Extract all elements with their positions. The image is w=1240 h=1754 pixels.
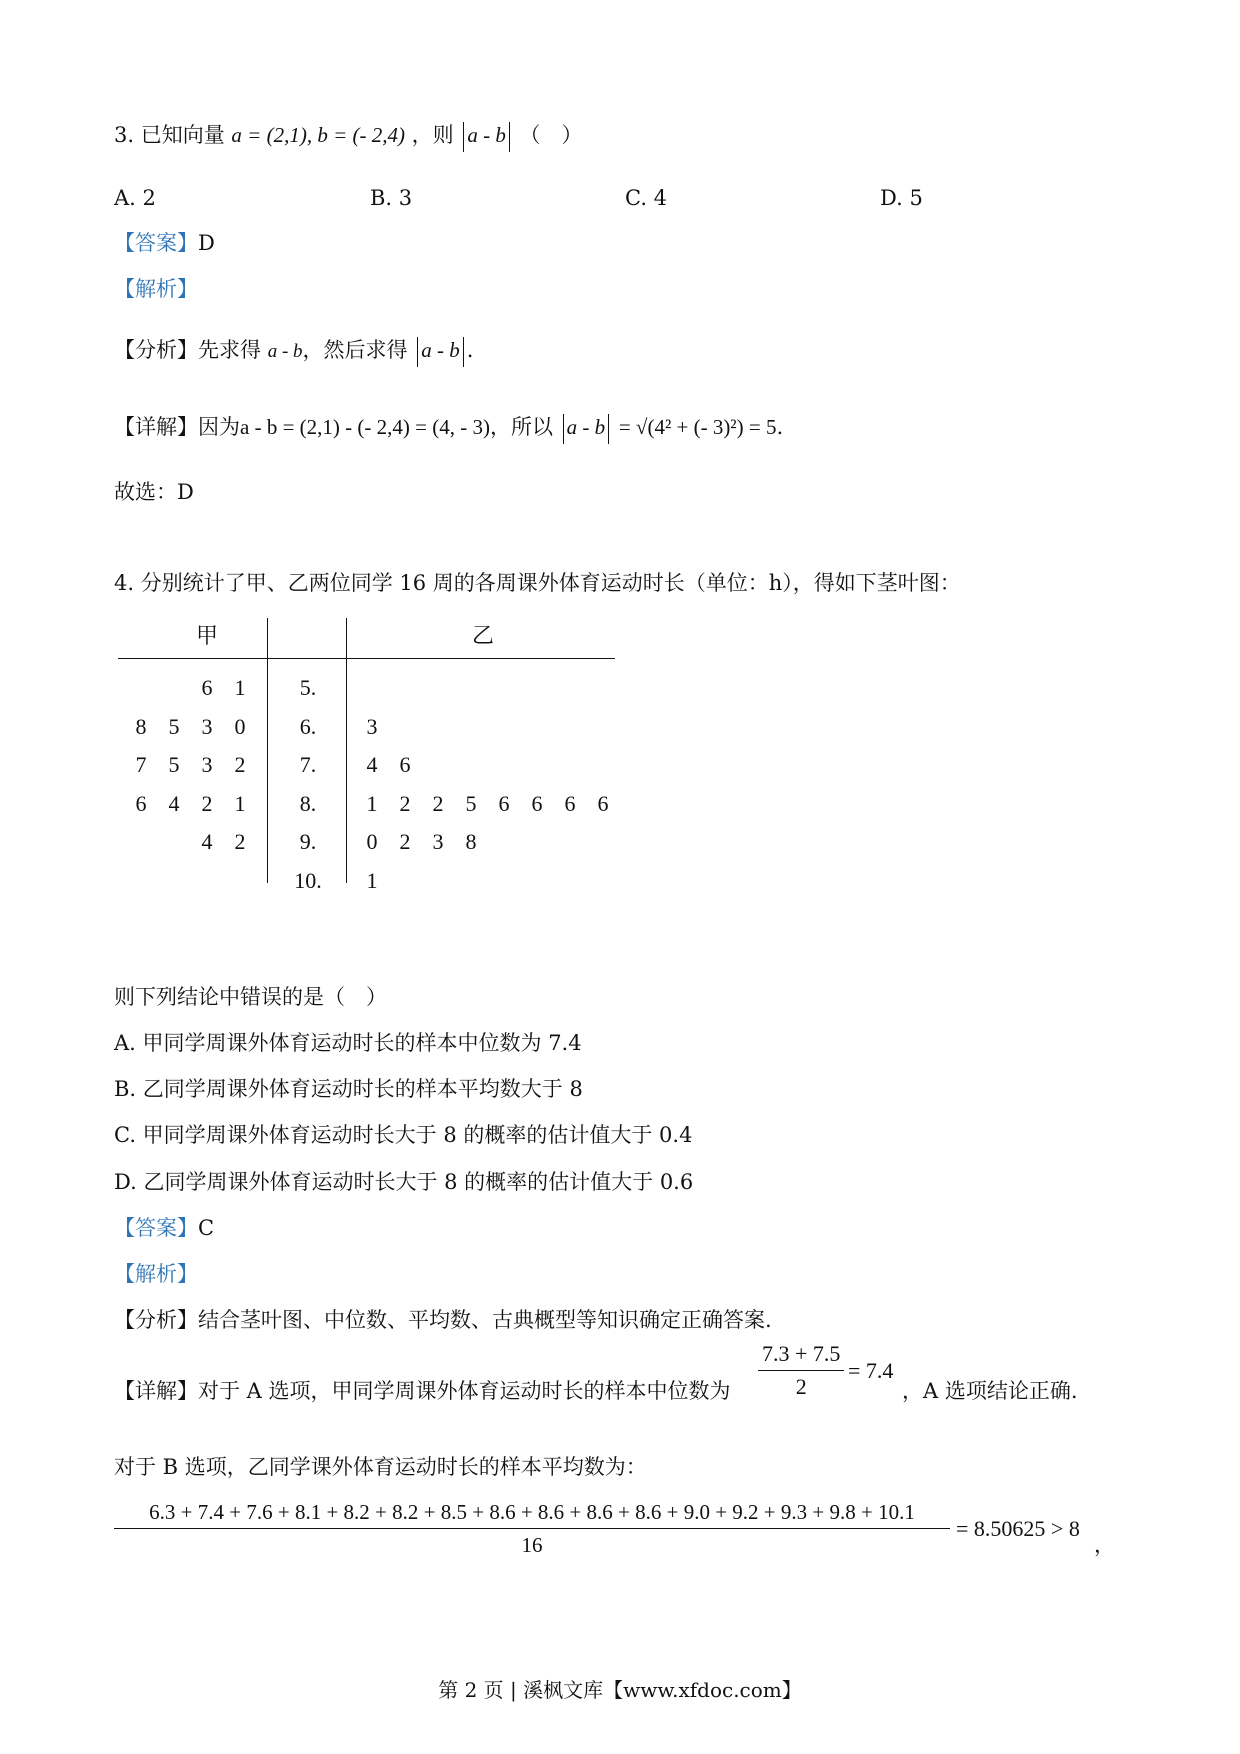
jiexi-tag: 【解析】	[114, 1262, 198, 1286]
q4-analysis-text: 结合茎叶图、中位数、平均数、古典概型等知识确定正确答案.	[198, 1308, 772, 1332]
analysis-label: 【分析】	[114, 1308, 198, 1332]
q3-detail-eq: = √(4² + (- 3)²) = 5	[618, 415, 777, 439]
leaf-yi: 6	[399, 752, 411, 778]
leaf-jia: 0	[234, 713, 246, 739]
leaf-yi: 3	[432, 829, 444, 855]
q3-abs-expr: a - b	[467, 123, 506, 147]
q4-detail-a-text: 对于 A 选项，甲同学周课外体育运动时长的样本中位数为	[198, 1379, 731, 1403]
mean-numerator: 6.3 + 7.4 + 7.6 + 8.1 + 8.2 + 8.2 + 8.5 + 8.6 + 8.6 + 8.6 + 8.6 + 9.0 + 9.2 + 9.3 + 9.8 + 10.1	[114, 1496, 950, 1529]
stem-value: 9.	[299, 829, 317, 855]
q3-analysis-abs: a - b	[421, 338, 460, 362]
leaf-yi: 2	[399, 829, 411, 855]
q3-detail-end: .	[776, 415, 784, 439]
q4-answer: C	[198, 1216, 215, 1240]
q3-answer: D	[198, 231, 215, 255]
table-header-rule	[118, 658, 615, 659]
q4-option-b: B. 乙同学周课外体育运动时长的样本平均数大于 8	[114, 1077, 583, 1101]
q4-option-a: A. 甲同学周课外体育运动时长的样本中位数为 7.4	[114, 1031, 582, 1055]
q3-option-a: A. 2	[114, 186, 156, 210]
detail-label: 【详解】	[114, 1379, 198, 1403]
median-fraction	[758, 1338, 844, 1403]
mean-denominator: 16	[521, 1533, 543, 1557]
table-header-yi: 乙	[472, 624, 495, 649]
leaf-jia: 6	[201, 675, 213, 700]
leaf-jia: 3	[201, 752, 213, 778]
q3-detail-2: ，所以	[489, 415, 553, 439]
stem-value: 7.	[299, 752, 317, 778]
q3-detail-abs: a - b	[566, 415, 606, 439]
leaf-jia: 5	[168, 752, 180, 778]
q4-analysis	[114, 1305, 772, 1335]
leaf-jia: 2	[201, 790, 213, 816]
jiexi-tag: 【解析】	[114, 277, 198, 301]
stem-value: 8.	[299, 790, 317, 816]
analysis-label: 【分析】	[114, 338, 198, 362]
leaf-jia: 6	[135, 790, 147, 816]
leaf-jia: 8	[135, 713, 147, 739]
leaf-jia: 1	[234, 675, 246, 700]
leaf-yi: 0	[366, 829, 378, 855]
leaf-jia: 2	[234, 752, 246, 778]
abs-bar	[509, 122, 510, 152]
leaf-jia: 3	[201, 713, 213, 739]
q3-vectors: a = (2,1), b = (- 2,4)	[231, 123, 405, 147]
leaf-jia: 5	[168, 713, 180, 739]
leaf-jia: 4	[168, 790, 180, 816]
median-numerator: 7.3 + 7.5	[758, 1338, 844, 1371]
leaf-yi: 4	[366, 752, 378, 778]
median-denominator: 2	[795, 1374, 807, 1399]
q4-question: 则下列结论中错误的是（ ）	[114, 985, 387, 1009]
q3-detail-1: 因为	[198, 415, 240, 439]
q3-detail-expr: a - b = (2,1) - (- 2,4) = (4, - 3)	[240, 415, 490, 439]
q3-detail	[114, 412, 783, 444]
q3-answer-line	[114, 228, 215, 258]
q3-analysis-vec: a - b	[267, 341, 303, 362]
leaf-yi: 1	[366, 868, 378, 893]
mean-fraction	[114, 1496, 950, 1561]
stem-value: 6.	[299, 713, 317, 739]
abs-bar	[563, 414, 564, 444]
stem-value: 10.	[294, 868, 322, 893]
q3-analysis-2: ，然后求得	[302, 338, 408, 362]
q3-conclusion: 故选：D	[114, 480, 194, 504]
q4-detail-a-end: ，A 选项结论正确.	[902, 1379, 1078, 1403]
q3-jiexi	[114, 274, 198, 304]
q3-analysis-end: .	[466, 338, 474, 362]
q4-jiexi	[114, 1259, 198, 1289]
q4-option-c: C. 甲同学周课外体育运动时长大于 8 的概率的估计值大于 0.4	[114, 1123, 693, 1147]
q3-mid: ，则	[411, 123, 454, 147]
q3-analysis-1: 先求得	[198, 338, 261, 362]
q4-detail-b: 对于 B 选项，乙同学课外体育运动时长的样本平均数为：	[114, 1455, 647, 1479]
table-divider-left	[267, 618, 268, 883]
q3-stem	[114, 120, 583, 152]
leaf-jia: 1	[234, 790, 246, 816]
q4-detail-a	[114, 1376, 731, 1406]
leaf-jia: 4	[201, 829, 213, 855]
answer-tag: 【答案】	[114, 231, 198, 255]
leaf-jia: 7	[135, 752, 147, 778]
leaf-yi: 5	[465, 790, 477, 816]
q3-option-d: D. 5	[880, 186, 923, 210]
abs-bar	[417, 337, 418, 367]
q4-stem: 4. 分别统计了甲、乙两位同学 16 周的各周课外体育运动时长（单位：h），得如下茎叶图：	[114, 571, 961, 595]
stem-value: 5.	[299, 675, 317, 700]
abs-bar	[608, 414, 609, 444]
leaf-yi: 6	[564, 790, 576, 816]
leaf-yi: 2	[432, 790, 444, 816]
q3-analysis	[114, 335, 473, 367]
detail-label: 【详解】	[114, 415, 198, 439]
table-header-jia: 甲	[196, 624, 219, 649]
leaf-yi: 6	[498, 790, 510, 816]
answer-tag: 【答案】	[114, 1216, 198, 1240]
median-equals: = 7.4	[848, 1358, 894, 1383]
leaf-jia: 2	[234, 829, 246, 855]
leaf-yi: 6	[597, 790, 609, 816]
leaf-yi: 6	[531, 790, 543, 816]
mean-end: ，	[1094, 1533, 1115, 1557]
leaf-yi: 8	[465, 829, 477, 855]
q4-answer-line	[114, 1213, 214, 1243]
leaf-yi: 2	[399, 790, 411, 816]
q3-option-c: C. 4	[625, 186, 668, 210]
page-footer: 第 2 页 | 溪枫文库【www.xfdoc.com】	[438, 1678, 802, 1702]
mean-equals: = 8.50625 > 8	[956, 1516, 1080, 1541]
q3-prefix: 3. 已知向量	[114, 123, 225, 147]
table-divider-right	[346, 618, 347, 883]
leaf-yi: 1	[366, 790, 378, 816]
q3-option-b: B. 3	[370, 186, 413, 210]
q3-suffix: （ ）	[519, 123, 583, 147]
abs-bar	[463, 337, 464, 367]
q4-option-d: D. 乙同学周课外体育运动时长大于 8 的概率的估计值大于 0.6	[114, 1170, 694, 1194]
abs-bar	[463, 122, 464, 152]
leaf-yi: 3	[366, 713, 378, 739]
